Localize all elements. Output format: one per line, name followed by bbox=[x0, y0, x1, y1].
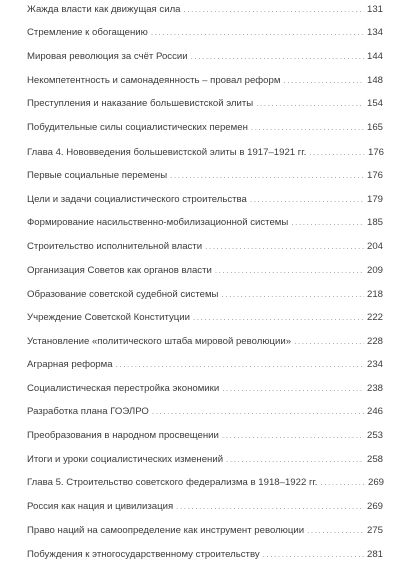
toc-entry bbox=[27, 264, 383, 278]
toc-entry-title: Социалистическая перестройка экономики bbox=[27, 383, 220, 394]
toc-chapter-entry bbox=[27, 476, 384, 490]
toc-entry-title: Право наций на самоопределение как инструмент революции bbox=[27, 525, 305, 536]
toc-entry bbox=[27, 240, 383, 254]
toc-entry-page: 228 bbox=[366, 336, 383, 347]
toc-entry-title: Стремление к обогащению bbox=[27, 27, 148, 38]
toc-entry-page: 148 bbox=[366, 75, 383, 86]
toc-entry bbox=[27, 335, 383, 349]
toc-entry-title: Глава 4. Нововведения большевистской элиты в 1917–1921 гг. bbox=[27, 147, 307, 158]
toc-entry bbox=[27, 382, 383, 396]
toc-entry-title: Организация Советов как органов власти bbox=[27, 265, 212, 276]
toc-entry-title: Аграрная реформа bbox=[27, 359, 113, 370]
toc-entry-title: Итоги и уроки социалистических изменений bbox=[27, 454, 224, 465]
toc-entry bbox=[27, 311, 383, 325]
toc-entry-page: 246 bbox=[366, 406, 383, 417]
toc-entry-title: Цели и задачи социалистического строительства bbox=[27, 194, 247, 205]
toc-entry-title: Жажда власти как движущая сила bbox=[27, 4, 181, 15]
toc-entry-title: Первые социальные перемены bbox=[27, 170, 168, 181]
toc-entry-title: Формирование насильственно-мобилизационной системы bbox=[27, 217, 289, 228]
toc-entry bbox=[27, 429, 383, 443]
toc-entry-page: 179 bbox=[366, 194, 383, 205]
toc-entry-title: Разработка плана ГОЭЛРО bbox=[27, 406, 149, 417]
dot-leader bbox=[116, 358, 364, 372]
toc-entry-page: 222 bbox=[366, 312, 383, 323]
dot-leader bbox=[226, 453, 364, 467]
toc-entry-page: 209 bbox=[366, 265, 383, 276]
dot-leader bbox=[256, 97, 364, 111]
toc-entry bbox=[27, 26, 383, 40]
toc-entry bbox=[27, 358, 383, 372]
toc-entry bbox=[27, 193, 383, 207]
toc-entry-page: 165 bbox=[366, 122, 383, 133]
toc-entry-title: Мировая революция за счёт России bbox=[27, 51, 188, 62]
dot-leader bbox=[250, 193, 364, 207]
toc-entry-page: 238 bbox=[366, 383, 383, 394]
toc-entry-page: 234 bbox=[366, 359, 383, 370]
dot-leader bbox=[176, 500, 364, 514]
toc-entry bbox=[27, 97, 383, 111]
dot-leader bbox=[309, 146, 365, 160]
dot-leader bbox=[205, 240, 364, 254]
toc-entry bbox=[27, 216, 383, 230]
dot-leader bbox=[221, 288, 364, 302]
dot-leader bbox=[184, 3, 364, 17]
toc-entry-page: 154 bbox=[366, 98, 383, 109]
toc-entry-page: 185 bbox=[366, 217, 383, 228]
toc-entry bbox=[27, 169, 383, 183]
toc-entry-title: Побуждения к этногосударственному строительству bbox=[27, 549, 260, 560]
toc-entry bbox=[27, 74, 383, 88]
toc-entry-title: Учреждение Советской Конституции bbox=[27, 312, 190, 323]
toc-entry-title: Преступления и наказание большевистской элиты bbox=[27, 98, 254, 109]
toc-entry bbox=[27, 524, 383, 538]
dot-leader bbox=[294, 335, 364, 349]
toc-entry-page: 281 bbox=[366, 549, 383, 560]
toc-entry bbox=[27, 121, 383, 135]
toc-entry bbox=[27, 288, 383, 302]
toc-entry-title: Преобразования в народном просвещении bbox=[27, 430, 219, 441]
dot-leader bbox=[320, 476, 365, 490]
toc-entry-title: Некомпетентность и самонадеянность – провал реформ bbox=[27, 75, 281, 86]
dot-leader bbox=[307, 524, 364, 538]
toc-entry bbox=[27, 453, 383, 467]
toc-chapter-entry bbox=[27, 146, 384, 160]
dot-leader bbox=[152, 405, 364, 419]
dot-leader bbox=[191, 50, 364, 64]
toc-entry-page: 176 bbox=[367, 147, 384, 158]
toc-entry-page: 269 bbox=[366, 501, 383, 512]
toc-entry-title: Глава 5. Строительство советского федерализма в 1918–1922 гг. bbox=[27, 477, 318, 488]
toc-entry-page: 275 bbox=[366, 525, 383, 536]
dot-leader bbox=[222, 429, 364, 443]
toc-entry-page: 144 bbox=[366, 51, 383, 62]
toc-entry-page: 253 bbox=[366, 430, 383, 441]
dot-leader bbox=[170, 169, 364, 183]
toc-entry-title: Строительство исполнительной власти bbox=[27, 241, 203, 252]
toc-entry-title: Побудительные силы социалистических перемен bbox=[27, 122, 248, 133]
toc-entry-page: 258 bbox=[366, 454, 383, 465]
toc-entry bbox=[27, 548, 383, 562]
toc-entry bbox=[27, 50, 383, 64]
toc-entry bbox=[27, 500, 383, 514]
toc-entry-page: 134 bbox=[366, 27, 383, 38]
dot-leader bbox=[251, 121, 364, 135]
toc-entry-title: Образование советской судебной системы bbox=[27, 289, 219, 300]
toc-entry-page: 269 bbox=[367, 477, 384, 488]
toc-entry bbox=[27, 405, 383, 419]
dot-leader bbox=[193, 311, 364, 325]
toc-entry-title: Установление «политического штаба мировой революции» bbox=[27, 336, 292, 347]
toc-entry-page: 131 bbox=[366, 4, 383, 15]
dot-leader bbox=[291, 216, 364, 230]
toc-entry-page: 218 bbox=[366, 289, 383, 300]
dot-leader bbox=[283, 74, 364, 88]
toc-entry-page: 176 bbox=[366, 170, 383, 181]
toc-entry bbox=[27, 3, 383, 17]
dot-leader bbox=[222, 382, 364, 396]
dot-leader bbox=[151, 26, 364, 40]
dot-leader bbox=[215, 264, 364, 278]
dot-leader bbox=[263, 548, 364, 562]
toc-entry-page: 204 bbox=[366, 241, 383, 252]
toc-entry-title: Россия как нация и цивилизация bbox=[27, 501, 174, 512]
